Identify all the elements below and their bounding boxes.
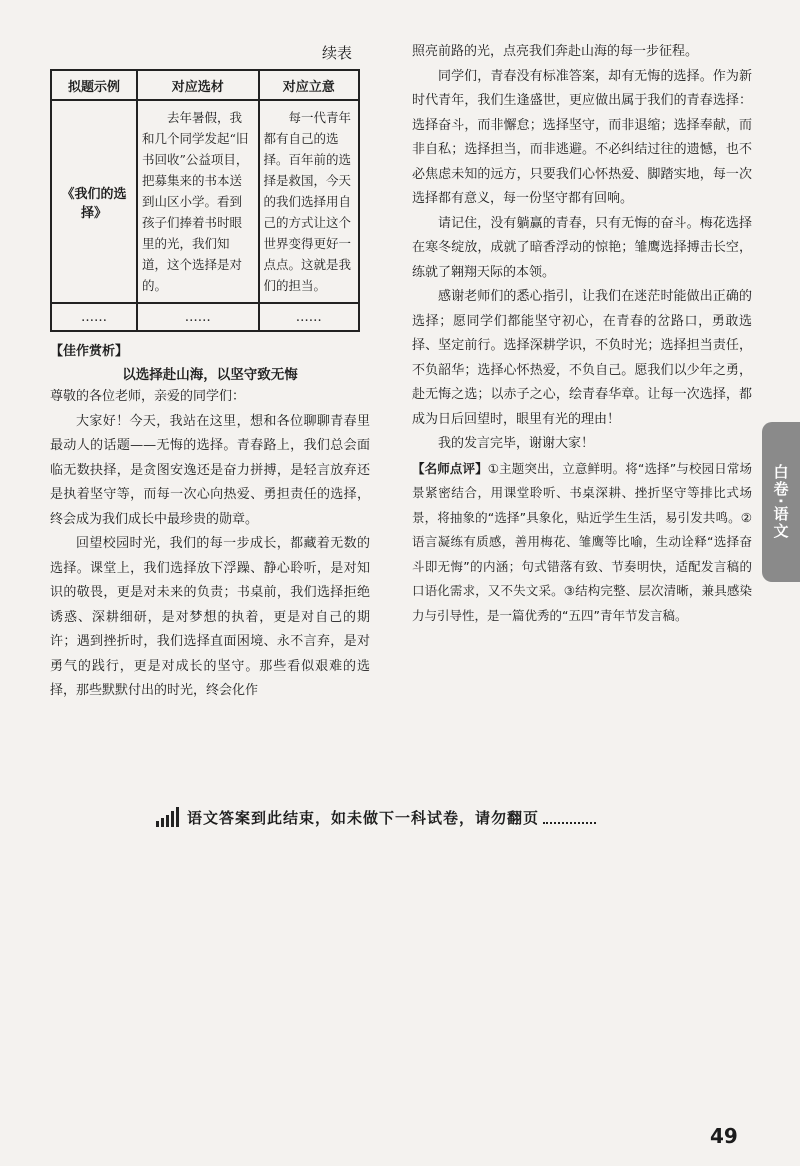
essay-title: 以选择赴山海，以坚守致无悔	[122, 367, 298, 383]
essay-closing: 我的发言完毕，谢谢大家！	[438, 436, 595, 451]
subject-side-tab	[762, 422, 800, 582]
table-ellipsis: ……	[137, 303, 258, 331]
left-column	[50, 40, 370, 704]
essay-paragraph: 请记住，没有躺赢的青春，只有无悔的奋斗。梅花选择在寒冬绽放，成就了暗香浮动的惊艳；雏鹰选择搏击长空，练就了翱翔天际的本领。	[412, 215, 752, 280]
essay-paragraph: 大家好！今天，我站在这里，想和各位聊聊青春里最动人的话题——无悔的选择。青春路上，我们总会面临无数抉择，是贪图安逸还是奋力拼搏，是轻言放弃还是执着坚守等，而每一次心向热爱、勇担责任的选择，终会成为我们成长中最珍贵的勋章。	[50, 413, 370, 527]
table-ellipsis: ……	[259, 303, 359, 331]
dotted-line	[543, 810, 596, 824]
right-column	[412, 40, 752, 628]
essay-tag: 【佳作赏析】	[50, 344, 129, 359]
end-of-section-note	[156, 805, 596, 829]
comment-text: ①主题突出，立意鲜明。将“选择”与校园日常场景紧密结合，用课堂聆听、书桌深耕、挫折坚守等排比式场景，将抽象的“选择”具象化，贴近学生生活，易引发共鸣。②语言凝练有质感，善用梅花、雏鹰等比喻，生动诠释“选择奋斗即无悔”的内涵；句式错落有致、节奏明快，适配发言稿的口语化需求，又不失文采。③结构完整、层次清晰，兼具感染力与引导性，是一篇优秀的“五四”青年节发言稿。	[412, 460, 752, 623]
table-header-material: 对应选材	[137, 70, 258, 100]
table-cell-material: 去年暑假，我和几个同学发起“旧书回收”公益项目，把募集来的书本送到山区小学。看到孩子们捧着书时眼里的光，我们知道，这个选择是对的。	[137, 100, 258, 303]
page-number: 49	[710, 1124, 738, 1148]
table-cell-meaning: 每一代青年都有自己的选择。百年前的选择是救国，今天的我们选择用自己的方式让这个世界变得更好一点点。这就是我们的担当。	[259, 100, 359, 303]
essay-salutation: 尊敬的各位老师，亲爱的同学们：	[50, 389, 246, 404]
teacher-comment	[412, 457, 752, 629]
essay-paragraph: 同学们，青春没有标准答案，却有无悔的选择。作为新时代青年，我们生逢盛世，更应做出属于我们的青春选择：选择奋斗，而非懈怠；选择坚守，而非退缩；选择奉献，而非自私；选择担当，而非逃避。不必纠结过往的遗憾，也不必焦虑未知的远方，只要我们心怀热爱、脚踏实地，每一次选择都有意义，每一份坚守都有回响。	[412, 68, 752, 206]
end-note-text: 语文答案到此结束，如未做下一科试卷，请勿翻页	[187, 808, 540, 827]
table-ellipsis: ……	[51, 303, 137, 331]
essay-paragraph-continued: 照亮前路的光，点亮我们奔赴山海的每一步征程。	[412, 44, 699, 59]
topic-table	[50, 69, 360, 332]
essay-paragraph: 回望校园时光，我们的每一步成长，都藏着无数的选择。课堂上，我们选择放下浮躁、静心聆听，是对知识的敬畏，更是对未来的负责；书桌前，我们选择拒绝诱惑、深耕细研，是对梦想的执着，更是对自己的期许；遇到挫折时，我们选择直面困境、永不言弃，是对勇气的践行，更是对成长的坚守。那些看似艰难的选择，那些默默付出的时光，终会化作	[50, 536, 370, 698]
table-header-meaning: 对应立意	[259, 70, 359, 100]
essay-paragraph: 感谢老师们的悉心指引，让我们在迷茫时能做出正确的选择；愿同学们都能坚守初心，在青春的岔路口，勇敢选择、坚定前行。选择深耕学识，不负时光；选择担当责任，不负韶华；选择心怀热爱，不负自己。愿我们以少年之勇，赴无悔之选；以赤子之心，绘青春华章。让每一次选择，都成为日后回望时，眼里有光的理由！	[412, 289, 752, 427]
table-header-title: 拟题示例	[51, 70, 137, 100]
side-tab-label: 白卷·语文	[771, 464, 790, 540]
table-cell-title: 《我们的选择》	[51, 100, 137, 303]
signal-bars-icon	[156, 807, 179, 827]
table-continued-label: 续表	[321, 44, 352, 62]
comment-tag: 【名师点评】	[412, 460, 488, 476]
